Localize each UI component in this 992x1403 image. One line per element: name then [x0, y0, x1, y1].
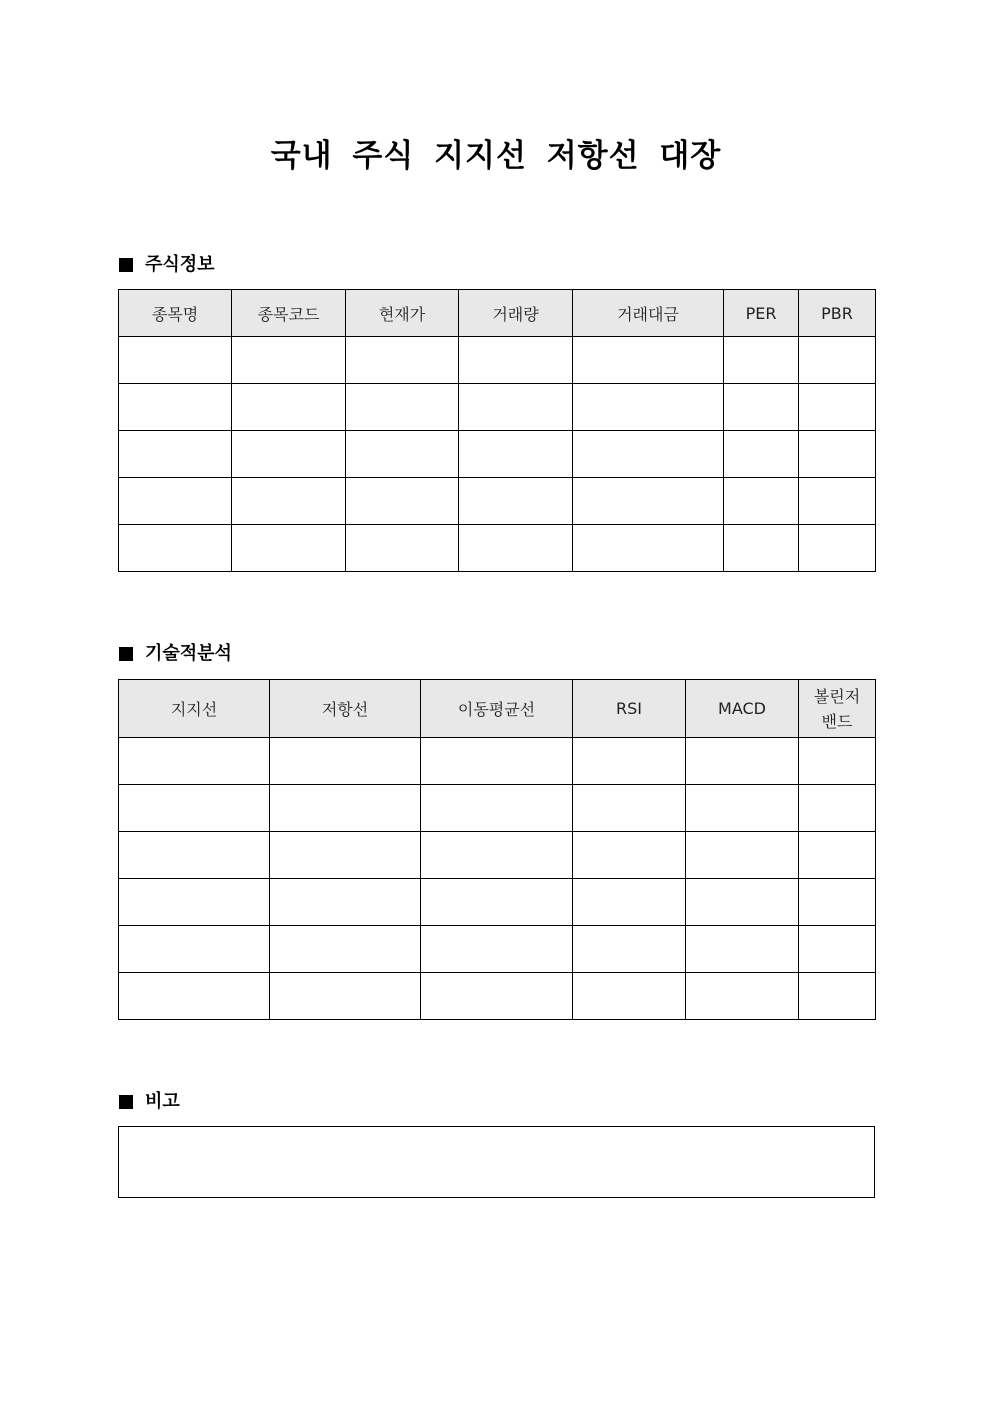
section-heading-label: 주식정보: [145, 254, 215, 275]
table-cell[interactable]: [799, 879, 876, 926]
technical-analysis-table: [118, 679, 876, 1020]
table-cell[interactable]: [119, 926, 270, 973]
table-cell[interactable]: [459, 525, 573, 572]
square-bullet-icon: [119, 647, 133, 661]
table-cell[interactable]: [799, 478, 876, 525]
column-header-volume: 거래량: [459, 290, 573, 337]
table-row: [119, 926, 876, 973]
column-header-resistance-line: 저항선: [270, 680, 421, 738]
table-cell[interactable]: [799, 973, 876, 1020]
document-title: 국내 주식 지지선 저항선 대장: [270, 138, 722, 174]
table-row: [119, 431, 876, 478]
table-row: [119, 337, 876, 384]
table-cell[interactable]: [459, 384, 573, 431]
table-cell[interactable]: [686, 785, 799, 832]
table-cell[interactable]: [686, 973, 799, 1020]
table-cell[interactable]: [119, 785, 270, 832]
table-cell[interactable]: [232, 384, 346, 431]
table-cell[interactable]: [799, 926, 876, 973]
table-cell[interactable]: [799, 785, 876, 832]
table-cell[interactable]: [119, 384, 232, 431]
table-cell[interactable]: [799, 738, 876, 785]
table-cell[interactable]: [346, 478, 459, 525]
column-header-moving-average: 이동평균선: [421, 680, 573, 738]
section-heading-label: 기술적분석: [145, 643, 232, 664]
column-header-support-line: 지지선: [119, 680, 270, 738]
square-bullet-icon: [119, 1095, 133, 1109]
table-cell[interactable]: [724, 384, 799, 431]
table-cell[interactable]: [573, 738, 686, 785]
table-cell[interactable]: [573, 431, 724, 478]
table-cell[interactable]: [724, 337, 799, 384]
table-header-row: [119, 680, 876, 738]
table-cell[interactable]: [573, 337, 724, 384]
column-header-macd: MACD: [686, 680, 799, 738]
table-row: [119, 785, 876, 832]
table-cell[interactable]: [724, 525, 799, 572]
section-heading-stock-info: [119, 253, 215, 277]
column-header-current-price: 현재가: [346, 290, 459, 337]
square-bullet-icon: [119, 258, 133, 272]
table-row: [119, 879, 876, 926]
table-row: [119, 478, 876, 525]
table-cell[interactable]: [686, 879, 799, 926]
table-cell[interactable]: [459, 337, 573, 384]
column-header-per: PER: [724, 290, 799, 337]
table-cell[interactable]: [686, 738, 799, 785]
table-cell[interactable]: [119, 478, 232, 525]
column-header-stock-name: 종목명: [119, 290, 232, 337]
table-cell[interactable]: [799, 384, 876, 431]
table-row: [119, 384, 876, 431]
table-cell[interactable]: [119, 431, 232, 478]
table-cell[interactable]: [799, 337, 876, 384]
table-cell[interactable]: [573, 478, 724, 525]
table-cell[interactable]: [119, 337, 232, 384]
table-cell[interactable]: [270, 738, 421, 785]
table-cell[interactable]: [459, 478, 573, 525]
table-cell[interactable]: [270, 926, 421, 973]
table-cell[interactable]: [346, 384, 459, 431]
table-row: [119, 832, 876, 879]
table-cell[interactable]: [573, 832, 686, 879]
table-cell[interactable]: [573, 525, 724, 572]
table-cell[interactable]: [459, 431, 573, 478]
column-header-rsi: RSI: [573, 680, 686, 738]
table-row: [119, 738, 876, 785]
table-cell[interactable]: [686, 832, 799, 879]
table-cell[interactable]: [573, 785, 686, 832]
table-cell[interactable]: [799, 431, 876, 478]
table-cell[interactable]: [232, 431, 346, 478]
table-cell[interactable]: [346, 525, 459, 572]
table-cell[interactable]: [119, 879, 270, 926]
table-row: [119, 973, 876, 1020]
table-cell[interactable]: [421, 785, 573, 832]
table-cell[interactable]: [799, 525, 876, 572]
table-cell[interactable]: [724, 431, 799, 478]
table-cell[interactable]: [421, 738, 573, 785]
table-cell[interactable]: [421, 973, 573, 1020]
table-cell[interactable]: [232, 525, 346, 572]
table-row: [119, 525, 876, 572]
table-cell[interactable]: [421, 832, 573, 879]
table-cell[interactable]: [573, 879, 686, 926]
table-cell[interactable]: [232, 478, 346, 525]
table-cell[interactable]: [421, 926, 573, 973]
table-cell[interactable]: [573, 926, 686, 973]
stock-info-table: [118, 289, 876, 572]
table-cell[interactable]: [270, 785, 421, 832]
column-header-bollinger-band: 볼린저 밴드: [799, 680, 876, 738]
section-heading-notes: [119, 1090, 180, 1114]
table-cell[interactable]: [270, 879, 421, 926]
table-cell[interactable]: [724, 478, 799, 525]
table-cell[interactable]: [346, 337, 459, 384]
table-cell[interactable]: [270, 973, 421, 1020]
table-cell[interactable]: [232, 337, 346, 384]
table-cell[interactable]: [686, 926, 799, 973]
table-cell[interactable]: [119, 525, 232, 572]
column-header-pbr: PBR: [799, 290, 876, 337]
table-cell[interactable]: [270, 832, 421, 879]
column-header-trading-value: 거래대금: [573, 290, 724, 337]
table-cell[interactable]: [573, 384, 724, 431]
table-cell[interactable]: [573, 973, 686, 1020]
notes-field[interactable]: [118, 1126, 875, 1198]
table-cell[interactable]: [799, 832, 876, 879]
section-heading-technical-analysis: [119, 642, 232, 666]
table-cell[interactable]: [119, 738, 270, 785]
table-cell[interactable]: [119, 832, 270, 879]
table-cell[interactable]: [119, 973, 270, 1020]
table-cell[interactable]: [421, 879, 573, 926]
table-header-row: [119, 290, 876, 337]
column-header-stock-code: 종목코드: [232, 290, 346, 337]
section-heading-label: 비고: [145, 1091, 180, 1112]
table-cell[interactable]: [346, 431, 459, 478]
